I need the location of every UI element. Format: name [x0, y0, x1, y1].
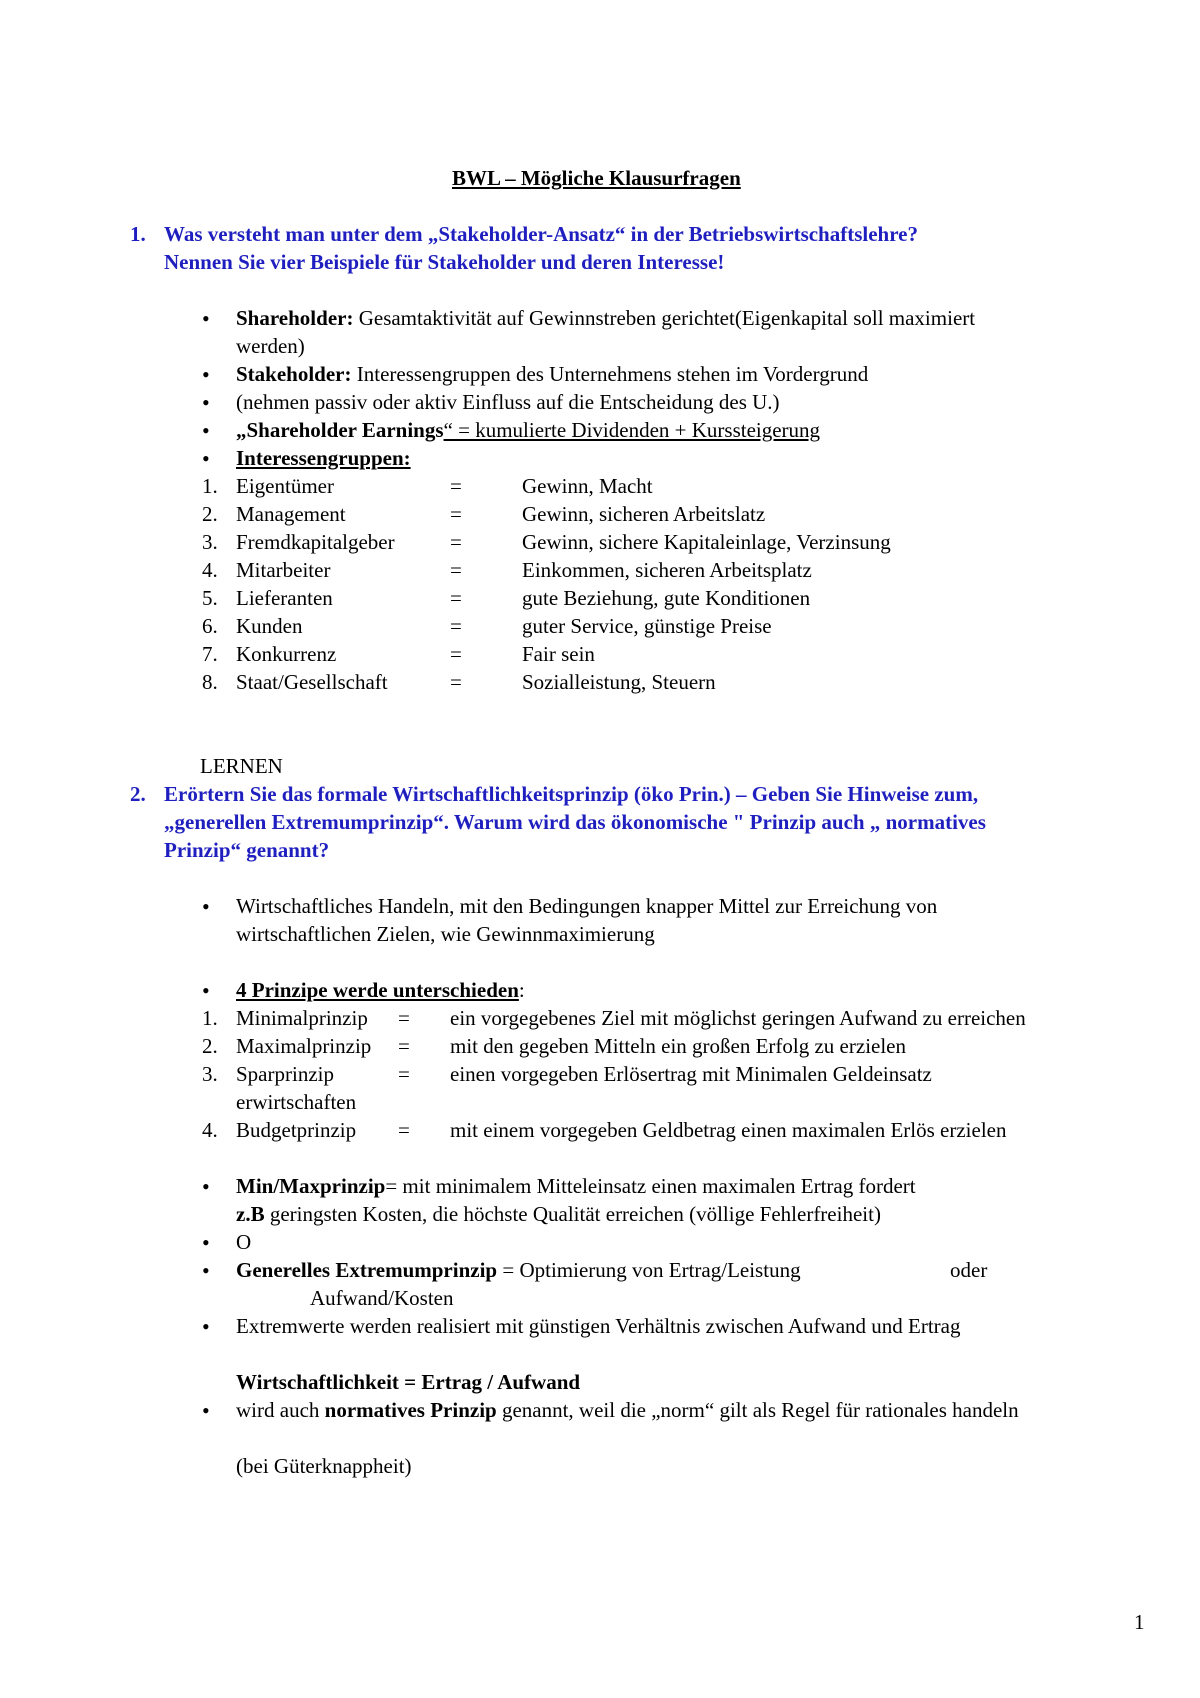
interessengruppe-value: Gewinn, sicheren Arbeitslatz [522, 502, 766, 526]
interessengruppe-name: Konkurrenz [236, 642, 337, 666]
prinzipe-colon: : [518, 978, 525, 1002]
interessengruppe-value: Gewinn, sichere Kapitaleinlage, Verzinsung [522, 530, 891, 554]
prinzip-value: einen vorgegeben Erlösertrag mit Minimalen Geldeinsatz [450, 1062, 932, 1086]
q1-question-line1: Was versteht man unter dem „Stakeholder-Ansatz“ in der Betriebswirtschaftslehre? [164, 222, 918, 246]
q1-number: 1. [130, 222, 146, 246]
q2-bullet-o: O [236, 1230, 252, 1254]
bullet-icon: • [202, 390, 210, 415]
bullet-icon: • [202, 894, 210, 919]
earnings-label: „Shareholder Earnings [236, 418, 444, 442]
interessengruppe-value: gute Beziehung, gute Konditionen [522, 586, 811, 610]
page-number: 1 [1134, 1610, 1145, 1634]
interessengruppe-eq: = [450, 614, 462, 638]
stakeholder-label: Stakeholder: [236, 362, 352, 386]
q2-bullet-prinzipe [236, 980, 525, 1001]
q2-bullet-handeln-cont: wirtschaftlichen Zielen, wie Gewinnmaximierung [236, 922, 655, 946]
extremum-text: = Optimierung von Ertrag/Leistung [502, 1258, 801, 1282]
interessengruppe-value: Einkommen, sicheren Arbeitsplatz [522, 558, 812, 582]
interessengruppe-num: 5. [202, 586, 218, 610]
minmax-label: Min/Maxprinzip [236, 1174, 386, 1198]
interessengruppe-value: Fair sein [522, 642, 595, 666]
prinzip-eq: = [398, 1062, 410, 1086]
extremum-label: Generelles Extremumprinzip [236, 1258, 498, 1282]
interessengruppe-num: 6. [202, 614, 218, 638]
interessengruppe-eq: = [450, 558, 462, 582]
normativ-cont: (bei Güterknappheit) [236, 1454, 412, 1478]
interessengruppe-num: 7. [202, 642, 218, 666]
interessengruppe-num: 8. [202, 670, 218, 694]
earnings-text: “ = kumulierte Dividenden + Kurssteigerung [443, 418, 821, 442]
interessengruppe-value: Sozialleistung, Steuern [522, 670, 716, 694]
q1-bullet-interessengruppen: Interessengruppen: [236, 446, 411, 470]
shareholder-text-cont: werden) [236, 334, 305, 358]
bullet-icon: • [202, 978, 210, 1003]
prinzip-num: 2. [202, 1034, 218, 1058]
lernen-note: LERNEN [200, 754, 283, 778]
q2-number: 2. [130, 782, 146, 806]
prinzip-value: mit einem vorgegeben Geldbetrag einen maximalen Erlös erzielen [450, 1118, 1007, 1142]
interessengruppe-value: Gewinn, Macht [522, 474, 653, 498]
interessengruppe-num: 2. [202, 502, 218, 526]
prinzip-eq: = [398, 1006, 410, 1030]
interessengruppe-num: 4. [202, 558, 218, 582]
interessengruppe-eq: = [450, 586, 462, 610]
minmax-example-text: geringsten Kosten, die höchste Qualität erreichen (völlige Fehlerfreiheit) [269, 1202, 881, 1226]
bullet-icon: • [202, 1174, 210, 1199]
bullet-icon: • [202, 1398, 210, 1423]
interessengruppe-eq: = [450, 642, 462, 666]
q2-question-line1: Erörtern Sie das formale Wirtschaftlichkeitsprinzip (öko Prin.) – Geben Sie Hinweise zum, [164, 782, 979, 806]
interessengruppe-num: 3. [202, 530, 218, 554]
prinzip-name: Maximalprinzip [236, 1034, 372, 1058]
q1-question-line2: Nennen Sie vier Beispiele für Stakeholder und deren Interesse! [164, 250, 725, 274]
interessengruppe-name: Fremdkapitalgeber [236, 530, 395, 554]
prinzip-num: 3. [202, 1062, 218, 1086]
prinzip-value: ein vorgegebenes Ziel mit möglichst geringen Aufwand zu erreichen [450, 1006, 1026, 1030]
shareholder-label: Shareholder: [236, 306, 354, 330]
interessengruppe-value: guter Service, günstige Preise [522, 614, 772, 638]
prinzip-eq: = [398, 1118, 410, 1142]
interessengruppe-name: Kunden [236, 614, 303, 638]
stakeholder-text: Interessengruppen des Unternehmens stehen im Vordergrund [356, 362, 869, 386]
prinzip-num: 4. [202, 1118, 218, 1142]
bullet-icon: • [202, 1230, 210, 1255]
page-title: BWL – Mögliche Klausurfragen [452, 166, 741, 190]
q1-bullet-influence: (nehmen passiv oder aktiv Einfluss auf die Entscheidung des U.) [236, 390, 780, 414]
minmax-example [236, 1204, 881, 1225]
interessengruppe-name: Mitarbeiter [236, 558, 331, 582]
extremum-cont: Aufwand/Kosten [310, 1286, 454, 1310]
bullet-icon: • [202, 306, 210, 331]
interessengruppe-name: Management [236, 502, 346, 526]
q2-bullet-extremwerte: Extremwerte werden realisiert mit günstigen Verhältnis zwischen Aufwand und Ertrag [236, 1314, 961, 1338]
q2-bullet-minmax [236, 1176, 916, 1197]
prinzip-value: mit den gegeben Mitteln ein großen Erfolg zu erzielen [450, 1034, 907, 1058]
bullet-icon: • [202, 1258, 210, 1283]
prinzip-name: Budgetprinzip [236, 1118, 357, 1142]
interessengruppe-eq: = [450, 474, 462, 498]
extremum-oder: oder [950, 1258, 988, 1282]
q2-bullet-extremum [236, 1260, 801, 1281]
q2-bullet-normativ [236, 1400, 1019, 1421]
formula-wirtschaftlichkeit: Wirtschaftlichkeit = Ertrag / Aufwand [236, 1370, 581, 1394]
interessengruppe-num: 1. [202, 474, 218, 498]
q2-question-line2: „generellen Extremumprinzip“. Warum wird das ökonomische " Prinzip auch „ normatives [164, 810, 986, 834]
interessengruppe-eq: = [450, 502, 462, 526]
minmax-example-label: z.B [236, 1202, 265, 1226]
prinzip-name: Sparprinzip [236, 1062, 334, 1086]
interessengruppe-name: Eigentümer [236, 474, 334, 498]
bullet-icon: • [202, 418, 210, 443]
normativ-pre: wird auch [236, 1398, 325, 1422]
q2-question-line3: Prinzip“ genannt? [164, 838, 330, 862]
prinzip-num: 1. [202, 1006, 218, 1030]
q1-bullet-shareholder [236, 308, 975, 329]
bullet-icon: • [202, 1314, 210, 1339]
interessengruppe-name: Staat/Gesellschaft [236, 670, 388, 694]
interessengruppe-name: Lieferanten [236, 586, 333, 610]
sparprinzip-cont: erwirtschaften [236, 1090, 357, 1114]
bullet-icon: • [202, 446, 210, 471]
normativ-post: genannt, weil die „norm“ gilt als Regel für rationales handeln [496, 1398, 1019, 1422]
q1-bullet-earnings [236, 420, 820, 441]
prinzip-name: Minimalprinzip [236, 1006, 368, 1030]
normativ-bold: normatives Prinzip [324, 1398, 497, 1422]
interessengruppe-eq: = [450, 530, 462, 554]
prinzip-eq: = [398, 1034, 410, 1058]
prinzipe-label: 4 Prinzipe werde unterschieden [236, 978, 519, 1002]
interessengruppe-eq: = [450, 670, 462, 694]
shareholder-text: Gesamtaktivität auf Gewinnstreben gerichtet(Eigenkapital soll maximiert [358, 306, 976, 330]
q2-bullet-handeln: Wirtschaftliches Handeln, mit den Bedingungen knapper Mittel zur Erreichung von [236, 894, 938, 918]
bullet-icon: • [202, 362, 210, 387]
q1-bullet-stakeholder [236, 364, 868, 385]
minmax-text: = mit minimalem Mitteleinsatz einen maximalen Ertrag fordert [385, 1174, 916, 1198]
